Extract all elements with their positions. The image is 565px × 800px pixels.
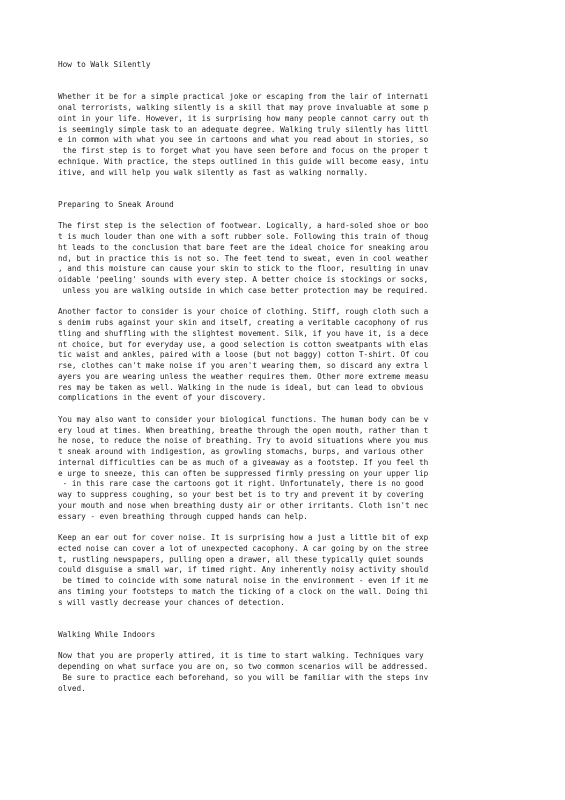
text-line: ery loud at times. When breathing, breathe through the open mouth, rather than t xyxy=(58,425,429,435)
text-line: ht leads to the conclusion that bare feet are the ideal choice for sneaking arou xyxy=(58,242,429,252)
text-line: e urge to sneeze, this can often be suppressed firmly pressing on your upper lip xyxy=(58,468,429,478)
text-line: be timed to coincide with some natural noise in the environment - even if it me xyxy=(58,576,429,585)
text-line: ans timing your footsteps to match the ticking of a clock on the wall. Doing thi xyxy=(58,586,429,596)
text-line: t sneak around with indigestion, as growling stomachs, burps, and various other xyxy=(58,447,424,456)
text-line: Another factor to consider is your choice of clothing. Stiff, rough cloth such a xyxy=(58,307,429,317)
text-line: t, rustling newspapers, pulling open a drawer, all these typically quiet sounds xyxy=(58,554,424,564)
text-line: Keep an ear out for cover noise. It is surprising how a just a little bit of exp xyxy=(58,533,429,542)
text-line: Now that you are properly attired, it is time to start walking. Techniques vary xyxy=(58,651,424,661)
text-line: res may be taken as well. Walking in the nude is ideal, but can lead to obvious xyxy=(58,382,424,392)
text-line: You may also want to consider your biological functions. The human body can be v xyxy=(58,414,429,424)
text-line: depending on what surface you are on, so two common scenarios will be addressed. xyxy=(58,662,429,671)
text-line: e in common with what you see in cartoons and what you read about in stories, so xyxy=(58,135,429,145)
text-line: complications in the event of your discovery. xyxy=(58,393,267,403)
paragraph xyxy=(58,651,518,694)
text-line: unless you are walking outside in which case better protection may be required. xyxy=(58,285,429,295)
text-line: olved. xyxy=(58,683,86,693)
text-line: s denim rubs against your skin and itself, creating a veritable cacophony of rus xyxy=(58,318,429,327)
text-line: Whether it be for a simple practical joke or escaping from the lair of internati xyxy=(58,92,429,102)
text-line: tling and shuffling with the slightest movement. Silk, if you have it, is a dece xyxy=(58,328,429,338)
text-line: The first step is the selection of footwear. Logically, a hard-soled shoe or boo xyxy=(58,221,429,231)
paragraph xyxy=(58,307,518,404)
spacer xyxy=(58,71,518,93)
spacer xyxy=(58,211,518,222)
text-line: is seemingly simple task to an adequate degree. Walking truly silently has littl xyxy=(58,124,429,134)
document-title: How to Walk Silently xyxy=(58,60,151,69)
text-line: could disguise a small war, if timed right. Any inherently noisy activity should xyxy=(58,565,429,575)
spacer xyxy=(58,404,518,415)
text-line: Be sure to practice each beforehand, so you will be familiar with the steps inv xyxy=(58,672,429,682)
spacer xyxy=(58,522,518,533)
text-line: s will vastly decrease your chances of detection. xyxy=(58,597,285,607)
paragraph xyxy=(58,415,518,523)
spacer xyxy=(58,178,518,200)
paragraph xyxy=(58,221,518,296)
section-heading: Walking While Indoors xyxy=(58,629,156,639)
text-line: nt choice, but for everyday use, a good selection is cotton sweatpants with elas xyxy=(58,339,429,349)
paragraph xyxy=(58,533,518,608)
paragraph xyxy=(58,92,518,178)
text-line: ayers you are wearing unless the weather requires them. Other more extreme measu xyxy=(58,371,429,381)
text-line: oidable 'peeling' sounds with every step. A better choice is stockings or socks, xyxy=(58,275,429,284)
text-line: oint in your life. However, it is surprising how many people cannot carry out th xyxy=(58,113,429,123)
text-line: - in this rare case the cartoons got it right. Unfortunately, there is no good xyxy=(58,479,424,489)
document-body xyxy=(58,60,518,694)
text-line: tic waist and ankles, paired with a loose (but not baggy) cotton T-shirt. Of cou xyxy=(58,350,429,360)
spacer xyxy=(58,608,518,630)
text-line: he nose, to reduce the noise of breathing. Try to avoid situations where you mus xyxy=(58,436,429,446)
spacer xyxy=(58,641,518,652)
text-line: t is much louder than one with a soft rubber sole. Following this train of thoug xyxy=(58,232,429,241)
text-line: essary - even breathing through cupped hands can help. xyxy=(58,511,308,521)
text-line: itive, and will help you walk silently as fast as walking normally. xyxy=(58,167,369,177)
spacer xyxy=(58,297,518,308)
text-line: internal difficulties can be as much of a giveaway as a footstep. If you feel th xyxy=(58,457,429,467)
section-heading: Preparing to Sneak Around xyxy=(58,199,174,209)
text-line: onal terrorists, walking silently is a skill that may prove invaluable at some p xyxy=(58,103,429,112)
text-line: way to suppress coughing, so your best bet is to try and prevent it by covering xyxy=(58,490,424,499)
text-line: your mouth and nose when breathing dusty air or other irritants. Cloth isn't nec xyxy=(58,500,429,510)
text-line: nd, but in practice this is not so. The feet tend to sweat, even in cool weather xyxy=(58,253,429,263)
text-line: the first step is to forget what you have seen before and focus on the proper t xyxy=(58,146,429,155)
text-line: rse, clothes can't make noise if you aren't wearing them, so discard any extra l xyxy=(58,361,429,370)
text-line: , and this moisture can cause your skin to stick to the floor, resulting in unav xyxy=(58,264,429,274)
text-line: echnique. With practice, the steps outlined in this guide will become easy, intu xyxy=(58,156,429,166)
text-line: ected noise can cover a lot of unexpected cacophony. A car going by on the stree xyxy=(58,543,429,553)
